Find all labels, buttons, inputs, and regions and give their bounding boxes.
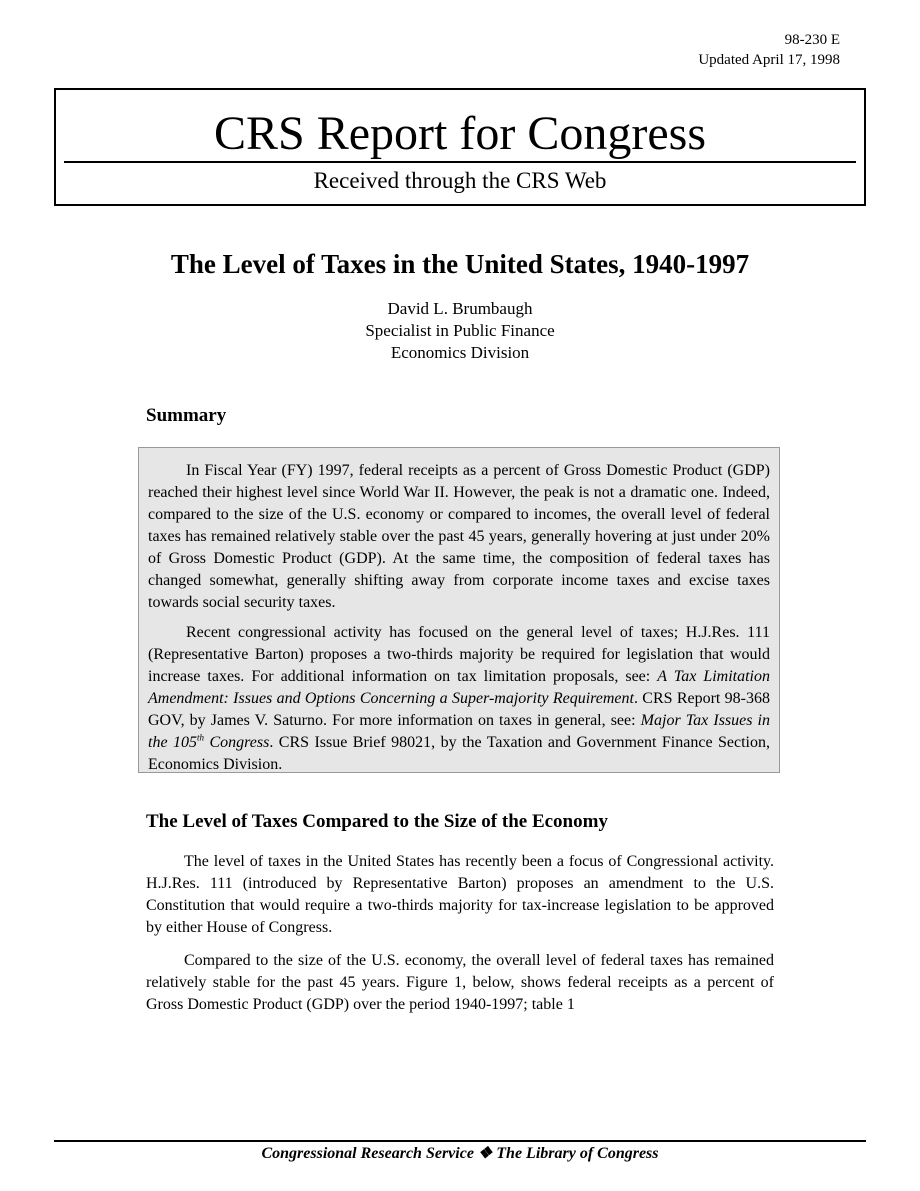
- author-division: Economics Division: [390, 343, 530, 362]
- document-title: The Level of Taxes in the United States, 1940-1997: [170, 249, 750, 279]
- tax-limitation-report-title: A Tax Limitation Amendment: Issues and Options Concerning a Super-majority Requirement: [148, 668, 770, 707]
- author-role: Specialist in Public Finance: [365, 321, 555, 340]
- major-tax-issues-title-end: Congress: [204, 734, 270, 751]
- summary-box: [138, 447, 780, 773]
- author-block: [0, 298, 920, 364]
- summary-paragraph-1: In Fiscal Year (FY) 1997, federal receipts as a percent of Gross Domestic Product (GDP) reached their highest level since World War II. However, the peak is not a dramatic one. Indeed, compared to the size of the U.S. economy or compared to incomes, the overall level of federal taxes has remained relatively stable over the past 45 years, generally hovering at just under 20% of Gross Domestic Product (GDP). At the same time, the composition of federal taxes has changed somewhat, generally shifting away from corporate income taxes and excise taxes towards social security taxes.: [148, 462, 770, 611]
- masthead-subtitle: Received through the CRS Web: [313, 168, 607, 193]
- summary-paragraph-2: [148, 622, 770, 776]
- body-paragraph-1: The level of taxes in the United States has recently been a focus of Congressional activity. H.J.Res. 111 (introduced by Representative Barton) proposes an amendment to the U.S. Constitution that would require a two-thirds majority for tax-increase legislation to be approved by either House of Congress.: [146, 853, 774, 936]
- summary-p2-text-c: . CRS Issue Brief 98021, by the Taxation and Government Finance Section, Economics Division.: [148, 734, 770, 773]
- masthead-box: [54, 88, 866, 206]
- section-heading: The Level of Taxes Compared to the Size of the Economy: [146, 811, 608, 832]
- report-identifier: [698, 30, 840, 70]
- major-tax-issues-title: Major Tax Issues in the 105: [148, 712, 771, 751]
- summary-heading: Summary: [146, 405, 227, 426]
- summary-p2-text-a: Recent congressional activity has focused on the general level of taxes; H.J.Res. 111 (Representative Barton) proposes a two-thirds majority be required for legislation that would increase taxes. For additional information on tax limitation proposals, see:: [148, 624, 770, 685]
- masthead-title: CRS Report for Congress: [214, 107, 706, 160]
- updated-date: Updated April 17, 1998: [698, 52, 840, 68]
- footer-text: Congressional Research Service ❖ The Library of Congress: [261, 1145, 659, 1162]
- masthead-divider: [64, 161, 856, 163]
- report-number: 98-230 E: [784, 32, 840, 48]
- author-name: David L. Brumbaugh: [387, 299, 533, 318]
- ordinal-suffix: th: [197, 732, 205, 743]
- section-body: [146, 851, 774, 1027]
- body-paragraph-2: Compared to the size of the U.S. economy, the overall level of federal taxes has remained relatively stable for the past 45 years. Figure 1, below, shows federal receipts as a percent of Gross Domestic Product (GDP) over the period 1940-1997; table 1: [146, 952, 774, 1013]
- footer-divider: [54, 1140, 866, 1142]
- summary-p2-text-b: . CRS Report 98-368 GOV, by James V. Saturno. For more information on taxes in general, see:: [148, 690, 770, 729]
